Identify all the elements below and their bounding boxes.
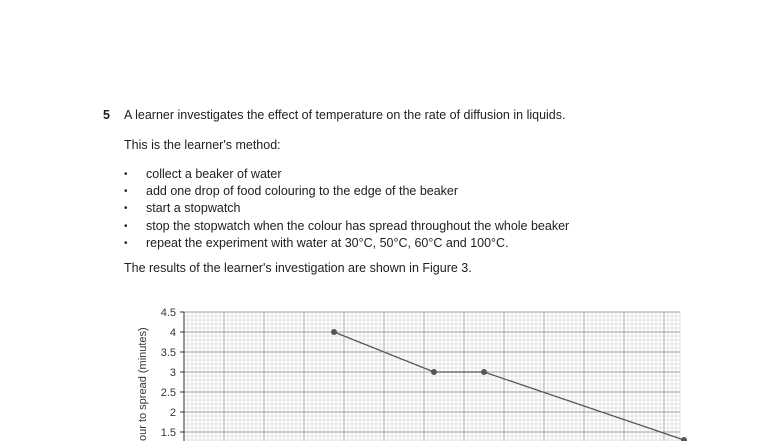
results-text: The results of the learner's investigation are shown in Figure 3. [124, 261, 472, 275]
y-tick-label: 2 [169, 407, 176, 419]
data-point [681, 437, 687, 441]
y-tick-label: 4 [169, 327, 176, 339]
method-step: • stop the stopwatch when the colour has spread throughout the whole beaker [124, 218, 569, 235]
data-point [331, 329, 337, 335]
y-tick-label: 3 [169, 367, 176, 379]
question-number: 5 [103, 108, 110, 122]
question-text: A learner investigates the effect of temperature on the rate of diffusion in liquids. [124, 108, 566, 122]
method-step: • start a stopwatch [124, 200, 569, 217]
chart-grid [184, 312, 680, 441]
data-point [481, 369, 487, 375]
y-tick-label: 2.5 [160, 387, 176, 399]
y-axis-label: our to spread (minutes) [137, 327, 149, 441]
y-tick-label: 1.5 [160, 427, 176, 439]
method-step: • collect a beaker of water [124, 166, 569, 183]
method-step: • repeat the experiment with water at 30°C, 50°C, 60°C and 100°C. [124, 235, 569, 252]
data-point [431, 369, 437, 375]
y-tick-label: 3.5 [160, 347, 176, 359]
chart-axes [137, 307, 184, 441]
method-intro: This is the learner's method: [124, 138, 281, 152]
method-step: • add one drop of food colouring to the edge of the beaker [124, 183, 569, 200]
y-tick-label: 4.5 [160, 307, 176, 319]
series-line [334, 332, 684, 440]
